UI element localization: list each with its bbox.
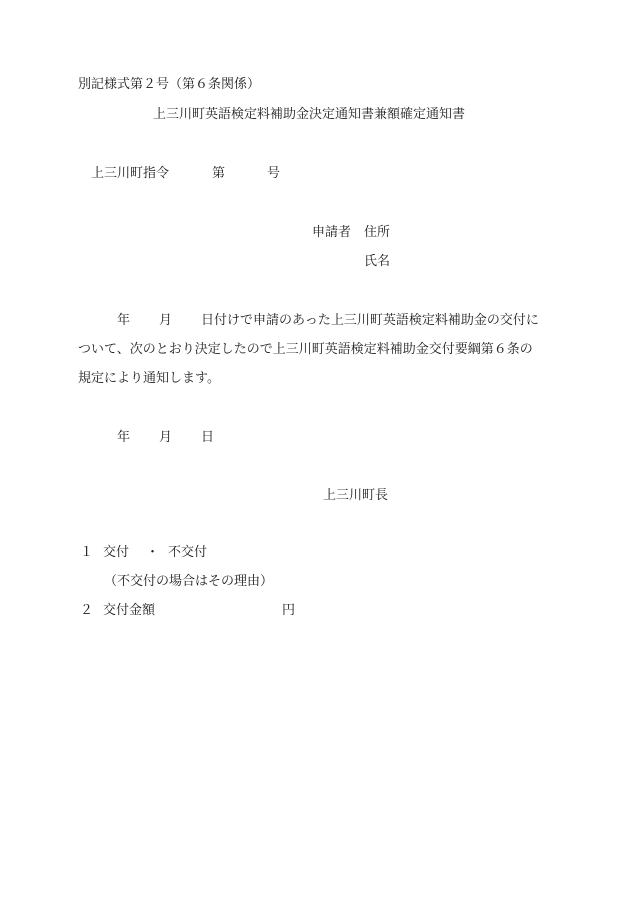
- body-line-2: ついて、次のとおり決定したので上三川町英語検定料補助金交付要綱第６条の: [78, 342, 533, 357]
- item-1-note: （不交付の場合はその理由）: [104, 574, 274, 589]
- item-2: [80, 603, 295, 619]
- applicant-address-line: [312, 225, 390, 241]
- item-2-unit: 円: [282, 603, 296, 618]
- item-2-label: 交付金額: [103, 603, 156, 618]
- applicant-label: 申請者: [312, 225, 352, 240]
- date-year: 年: [117, 430, 131, 445]
- body-year: 年: [117, 313, 131, 328]
- body-month: 月: [159, 313, 173, 328]
- date-day: 日: [201, 430, 215, 445]
- issuer: 上三川町長: [323, 488, 389, 503]
- name-label: 氏名: [364, 254, 391, 269]
- reference-go: 号: [267, 166, 281, 181]
- address-label: 住所: [364, 225, 391, 240]
- document-title: 上三川町英語検定料補助金決定通知書兼額確定通知書: [153, 107, 466, 122]
- item-2-number: ２: [80, 603, 94, 618]
- item-1-separator: ・: [146, 545, 160, 560]
- date-month: 月: [159, 430, 173, 445]
- issue-date: [117, 430, 214, 446]
- body-line-1: [117, 313, 539, 329]
- body-line-1-rest: 日付けで申請のあった上三川町英語検定料補助金の交付に: [201, 313, 539, 328]
- reference-dai: 第: [212, 166, 226, 181]
- item-1-number: １: [80, 545, 94, 560]
- item-1: [80, 545, 207, 561]
- item-1-alt: 不交付: [168, 545, 208, 560]
- item-1-label: 交付: [103, 545, 130, 560]
- body-line-3: 規定により通知します。: [78, 371, 220, 386]
- form-number: 別記様式第２号（第６条関係）: [78, 77, 261, 92]
- reference-prefix: 上三川町指令: [91, 166, 170, 181]
- reference-line: [91, 166, 280, 182]
